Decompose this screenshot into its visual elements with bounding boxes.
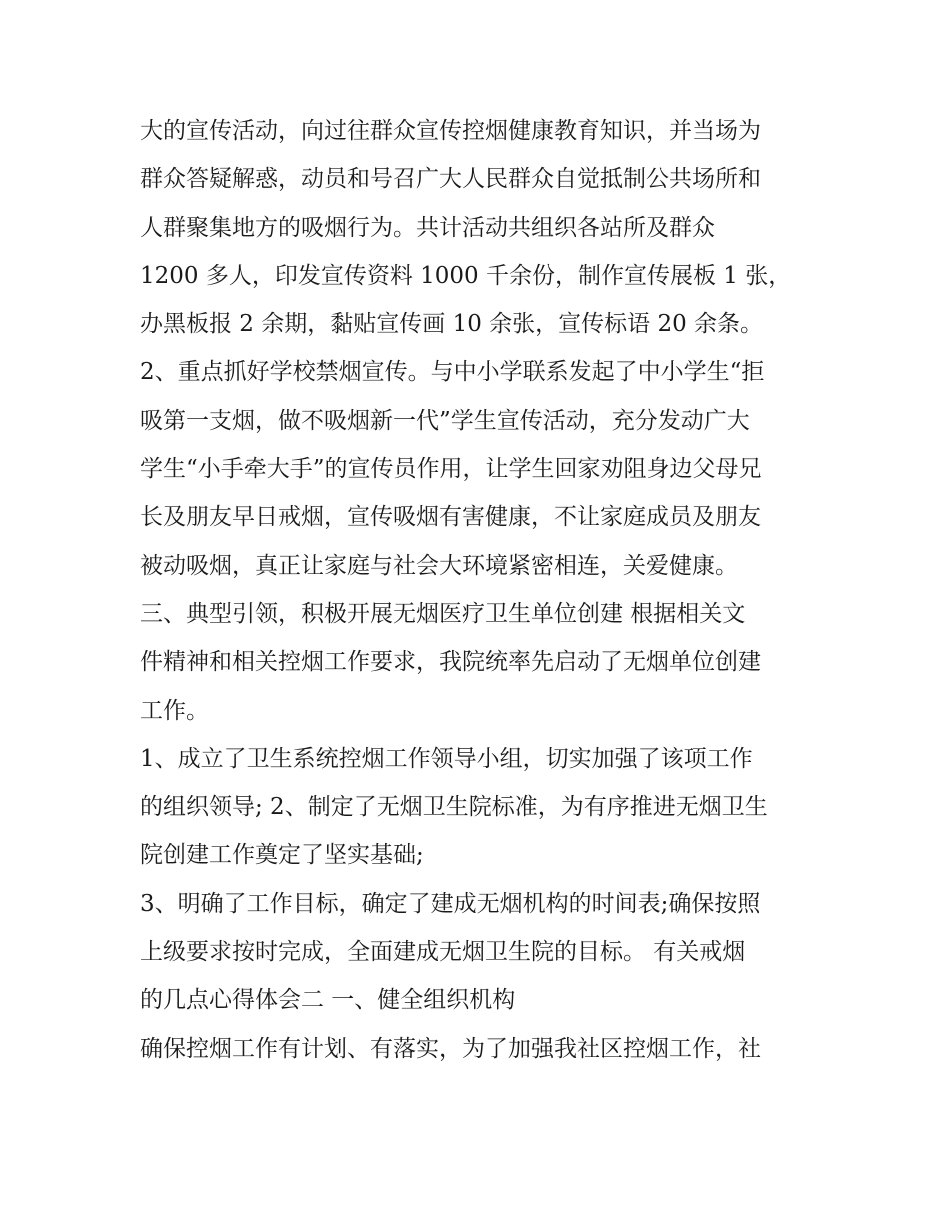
text-line: 被动吸烟，真正让家庭与社会大环境紧密相连，关爱健康。	[140, 552, 738, 579]
text-line: 1200 多人，印发宣传资料 1000 千余份，制作宣传展板 1 张，	[140, 262, 792, 289]
text-line: 长及朋友早日戒烟，宣传吸烟有害健康，不让家庭成员及朋友	[140, 504, 761, 531]
text-line: 群众答疑解惑，动员和号召广大人民群众自觉抵制公共场所和	[140, 166, 761, 193]
text-line: 1、成立了卫生系统控烟工作领导小组，切实加强了该项工作	[140, 745, 753, 772]
text-line: 人群聚集地方的吸烟行为。共计活动共组织各站所及群众	[140, 214, 715, 241]
text-line: 上级要求按时完成，全面建成无烟卫生院的目标。 有关戒烟	[140, 939, 746, 966]
document-body	[140, 107, 820, 1073]
text-line: 确保控烟工作有计划、有落实，为了加强我社区控烟工作，社	[140, 1035, 761, 1062]
text-line: 吸第一支烟，做不吸烟新一代”学生宣传活动，充分发动广大	[140, 407, 750, 434]
text-line: 2、重点抓好学校禁烟宣传。与中小学联系发起了中小学生“拒	[140, 359, 765, 386]
text-line: 学生“小手牵大手”的宣传员作用，让学生回家劝阻身边父母兄	[140, 456, 762, 483]
text-line: 三、典型引领，积极开展无烟医疗卫生单位创建 根据相关文	[140, 600, 746, 627]
text-line: 3、明确了工作目标，确定了建成无烟机构的时间表;确保按照	[140, 890, 761, 917]
text-line: 院创建工作奠定了坚实基础;	[140, 842, 424, 869]
text-line: 大的宣传活动，向过往群众宣传控烟健康教育知识，并当场为	[140, 118, 761, 144]
text-line: 工作。	[140, 697, 209, 724]
text-line: 的几点心得体会二 一、健全组织机构	[140, 987, 516, 1014]
text-line: 办黑板报 2 余期，黏贴宣传画 10 余张，宣传标语 20 余条。	[140, 311, 764, 338]
text-line: 的组织领导; 2、制定了无烟卫生院标准，为有序推进无烟卫生	[140, 794, 768, 821]
text-line: 件精神和相关控烟工作要求，我院统率先启动了无烟单位创建	[140, 649, 761, 676]
